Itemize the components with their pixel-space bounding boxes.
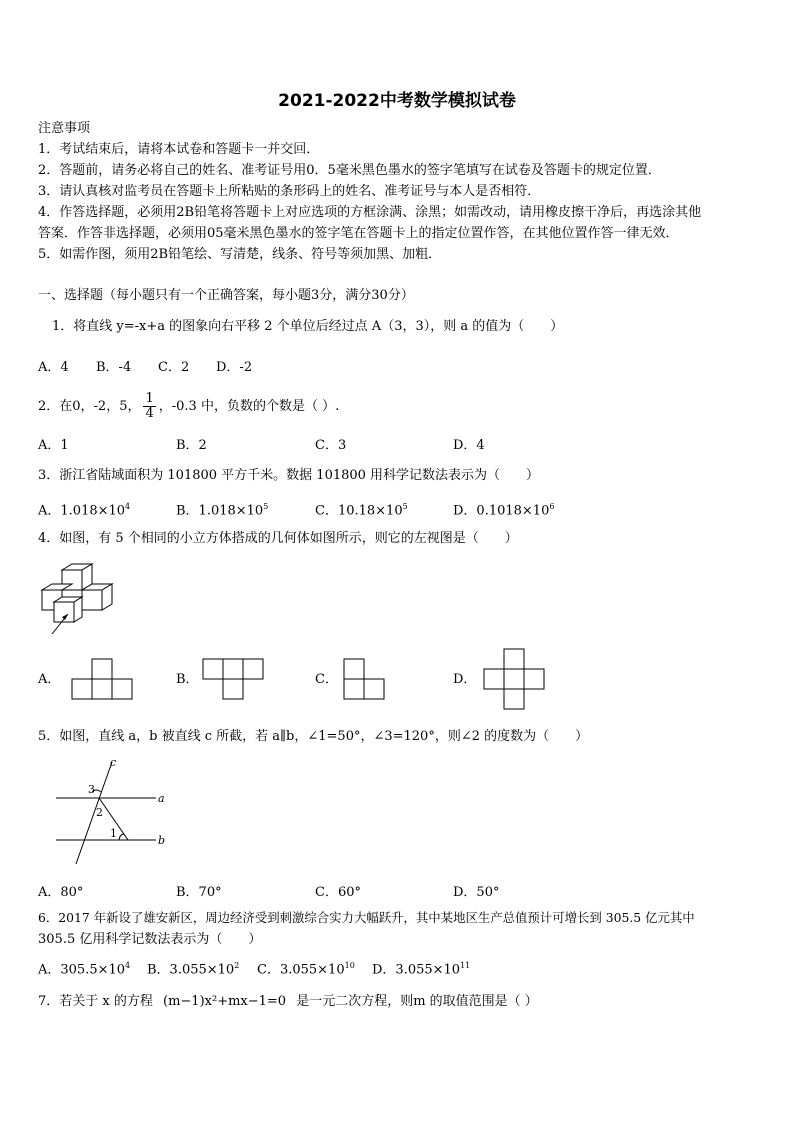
line-c [76,762,112,864]
q3-option-a: A．$1.018\times 10^4$ [38,502,131,519]
q2-option-c: C．3 [315,438,347,453]
notice-item-1: 1．考试结束后，请将本试卷和答题卡一并交回． [38,142,320,157]
label-angle-1: 1 [110,827,117,840]
q4-option-b-label: B． [176,672,199,687]
q6-option-a: A．$305.5\times 10^4$ [38,961,131,978]
q1-option-c: C．2 [158,360,190,375]
q5-option-d: D．50° [453,885,500,900]
q2-fraction-numerator: 1 [145,391,154,406]
q7-stem-after: 是一元二次方程，则m 的取值范围是（ ） [296,994,538,1009]
q1-option-b: B．-4 [96,360,132,375]
question-4-stem: 4．如图，有 5 个相同的小立方体搭成的几何体如图所示，则它的左视图是（ ） [38,531,518,546]
q5-option-a: A．80° [38,885,84,900]
q7-equation: (m−1)x²+mx−1=0 [163,994,287,1009]
q2-stem-before: 2．在0，-2，5， [38,399,141,414]
q5-option-c: C．60° [315,885,361,900]
q1-option-a: A．4 [38,360,69,375]
q4-cubes-figure [40,562,120,634]
question-1-stem: 1．将直线 y=-x+a 的图象向右平移 2 个单位后经过点 A（3，3），则 a 的值为（ ） [52,319,564,334]
notice-item-4-cont: 答案．作答非选择题，必须用05毫米黑色墨水的签字笔在答题卡上的指定位置作答，在其他位置作答一律无效． [38,226,679,241]
label-angle-2: 2 [96,806,103,819]
q4-option-b-figure [203,658,265,700]
label-angle-3: 3 [88,783,95,796]
q2-option-d: D．4 [453,438,485,453]
q2-fraction-denominator: 4 [145,406,154,421]
q6-option-b: B．$3.055\times 10^2$ [147,961,240,978]
q2-stem-after: ，-0.3 中，负数的个数是（ ）. [158,399,340,414]
q2-option-a: A．1 [38,438,69,453]
q3-option-d: D．$0.1018\times 10^6$ [453,502,555,519]
q5-parallel-lines-figure [52,756,172,868]
q1-option-d: D．-2 [216,360,253,375]
q4-option-d-figure [484,648,546,710]
q2-option-b: B．2 [176,438,207,453]
notice-item-3: 3．请认真核对监考员在答题卡上所粘贴的条形码上的姓名、准考证号与本人是否相符． [38,184,541,199]
question-5-stem: 5．如图，直线 a，b 被直线 c 所截，若 a∥b，∠1=50°，∠3=120°，则∠2 的度数为（ ） [38,729,589,744]
label-b: b [158,834,166,847]
notice-heading: 注意事项 [38,121,91,136]
q3-option-b: B．$1.018\times 10^5$ [176,502,269,519]
q4-option-a-figure [72,658,134,700]
question-3-stem: 3．浙江省陆域面积为 101800 平方千米。数据 101800 用科学记数法表示为（ ） [38,468,540,483]
q4-option-a-label: A． [38,672,61,687]
notice-item-4: 4．作答选择题，必须用2B铅笔将答题卡上对应选项的方框涂满、涂黑；如需改动，请用橡皮擦干净后，再选涂其他 [38,205,702,220]
notice-item-2: 2．答题前，请务必将自己的姓名、准考证号用0．5毫米黑色墨水的签字笔填写在试卷及答题卡的规定位置． [38,163,661,178]
question-2-stem [38,392,339,421]
question-7-stem [38,993,538,1011]
question-6-stem-line2: 305.5 亿用科学记数法表示为（ ） [38,932,262,947]
q4-option-d-label: D． [453,672,477,687]
q6-option-d: D．$3.055\times 10^{11}$ [372,961,471,978]
q5-option-b: B．70° [176,885,222,900]
q6-option-c: C．$3.055\times 10^{10}$ [257,961,355,978]
label-c: c [110,756,117,769]
notice-item-5: 5．如需作图，须用2B铅笔绘、写清楚，线条、符号等须加黑、加粗． [38,247,442,262]
label-a: a [158,792,165,805]
q7-stem-before: 7．若关于 x 的方程 [38,994,153,1009]
q2-fraction [143,392,155,421]
section-heading: 一、选择题（每小题只有一个正确答案，每小题3分，满分30分） [38,288,414,303]
page-title: 2021-2022中考数学模拟试卷 [278,91,516,111]
q4-option-c-figure [343,658,385,700]
q3-option-c: C．$10.18\times 10^5$ [315,502,408,519]
question-6-stem-line1: 6．2017 年新设了雄安新区，周边经济受到刺激综合实力大幅跃升，其中某地区生产总值预计可增长到 305.5 亿元其中 [38,910,695,925]
q4-option-c-label: C． [315,672,338,687]
